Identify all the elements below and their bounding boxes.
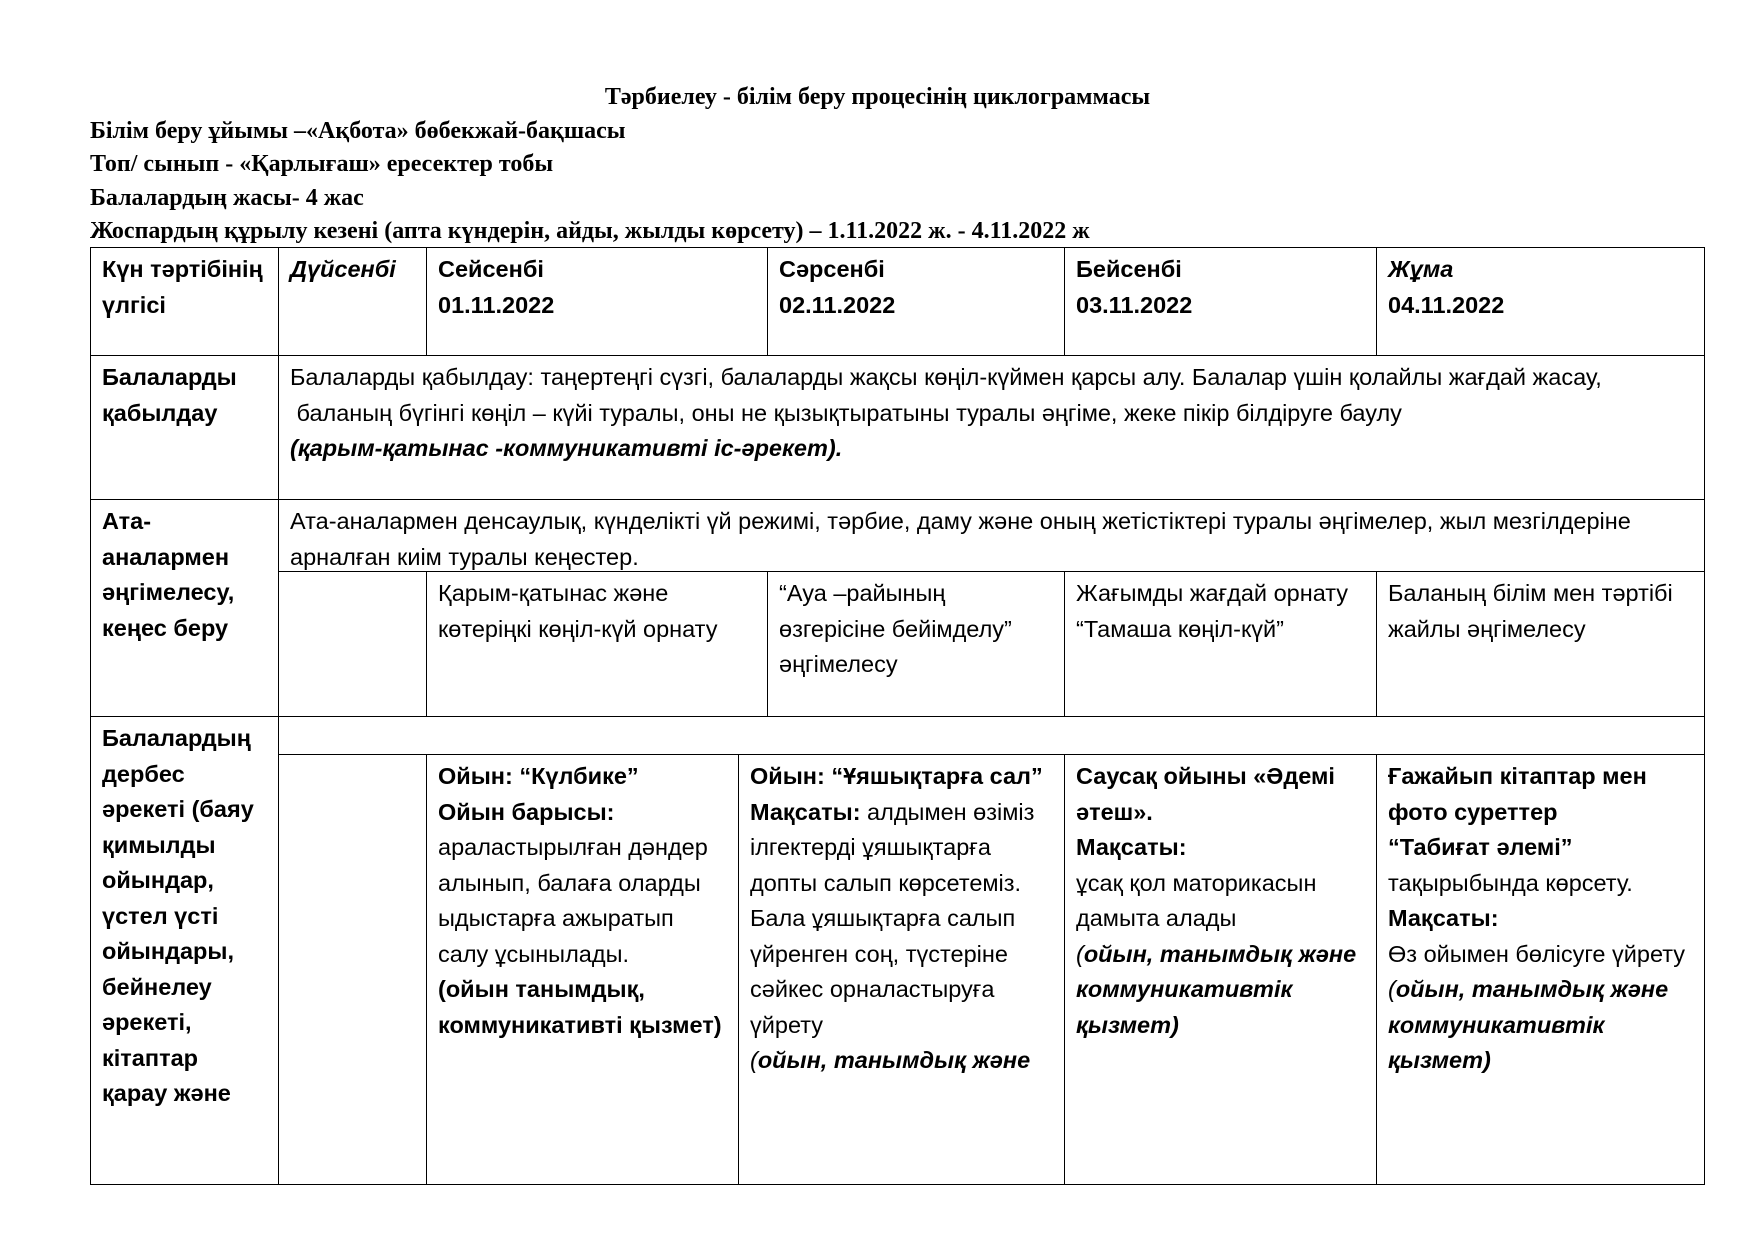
activities-label-cell	[90, 716, 279, 1185]
header-cell-monday	[278, 247, 427, 356]
parents-thursday-quote: “Тамаша көңіл-күй”	[1076, 615, 1284, 642]
thursday-goal-label: Мақсаты:	[1076, 834, 1187, 860]
parents-label: Ата-аналармен әңгімелесу, кеңес беру	[102, 508, 235, 641]
tuesday-progress-label: Ойын барысы:	[438, 798, 615, 825]
thursday-game-title: Саусақ ойыны «Әдемі әтеш».	[1076, 763, 1335, 825]
parents-tuesday-text: Қарым-қатынас және көтеріңкі көңіл-күй орнату	[438, 580, 718, 642]
thursday-date: 03.11.2022	[1076, 291, 1193, 318]
wednesday-label: Сәрсенбі	[779, 256, 885, 282]
friday-date: 04.11.2022	[1388, 291, 1505, 318]
parents-common-cell	[278, 499, 1705, 572]
tuesday-game-description: араластырылған дәндер алынып, балаға оларды ыдыстарға ажыратып салу ұсынылады.	[438, 834, 708, 967]
group-line: Топ/ сынып - «Қарлығаш» ересектер тобы	[90, 151, 554, 177]
activities-monday-cell	[278, 754, 427, 1185]
parents-friday-cell	[1376, 571, 1705, 717]
tuesday-label: Сейсенбі	[438, 256, 544, 282]
friday-activity-paren: (	[1388, 976, 1396, 1002]
parents-common-text: Ата-аналармен денсаулық, күнделікті үй режимі, тәрбие, даму және оның жетістіктері туралы әңгімелер, жыл мезгілдеріне арналған киім туралы кеңестер.	[290, 508, 1631, 570]
header-cell-thursday	[1064, 247, 1377, 356]
wednesday-activity-type: ойын, танымдық және	[757, 1047, 1031, 1073]
plan-period-line: Жоспардың құрылу кезені (апта күндерін, айды, жылды көрсету) – 1.11.2022 ж. - 4.11.2022 ж	[90, 218, 1090, 244]
monday-label: Дүйсенбі	[290, 256, 396, 282]
friday-activity-type: ойын, танымдық және коммуникативтік қызмет)	[1388, 976, 1669, 1073]
parents-tuesday-cell	[426, 571, 768, 717]
thursday-activity-paren: (	[1076, 940, 1084, 967]
wednesday-goal-label: Мақсаты:	[750, 798, 861, 825]
reception-label: Балаларды қабылдау	[102, 364, 237, 426]
parents-monday-cell	[278, 571, 427, 717]
parents-label-cell	[90, 499, 279, 717]
friday-label: Жұма	[1388, 256, 1454, 282]
friday-topic: “Табиғат әлемі”	[1388, 834, 1573, 860]
friday-goal-text: Өз ойымен бөлісуге үйрету	[1388, 940, 1686, 967]
activities-label: Балалардың дербес әрекеті (баяу қимылды ойындар, үстел үсті ойындары, бейнелеу әрекеті, кітаптар қарау және	[102, 725, 254, 1106]
reception-text-line2: баланың бүгінгі көңіл – күйі туралы, оны не қызықтыратыны туралы әңгіме, жеке пікір білдіруге баулу	[290, 399, 1402, 426]
activities-friday-cell	[1376, 754, 1705, 1185]
reception-label-cell	[90, 355, 279, 500]
regime-header-label: Күн тәртібінің үлгісі	[102, 256, 263, 318]
thursday-goal-text: ұсақ қол маторикасын дамыта алады	[1076, 869, 1317, 931]
activities-tuesday-cell	[426, 754, 739, 1185]
parents-friday-text: Баланың білім мен тәртібі жайлы әңгімелесу	[1388, 580, 1673, 642]
document-title: Тәрбиелеу - білім беру процесінің циклограммасы	[604, 84, 1151, 110]
reception-text-line1: Балаларды қабылдау: таңертеңгі сүзгі, балаларды жақсы көңіл-күймен қарсы алу. Балалар үшін қолайлы жағдай жасау,	[290, 364, 1602, 390]
organization-line: Білім беру ұйымы –«Ақбота» бөбекжай-бақшасы	[90, 118, 626, 144]
activities-thursday-cell	[1064, 754, 1377, 1185]
reception-activity-type: (қарым-қатынас -коммуникативті іс-әрекет).	[290, 435, 843, 461]
header-cell-wednesday	[767, 247, 1065, 356]
tuesday-game-title: Ойын: “Күлбике”	[438, 763, 639, 789]
activities-common-cell	[278, 716, 1705, 755]
header-cell-friday	[1376, 247, 1705, 356]
parents-wednesday-text: “Ауа –райының өзгерісіне бейімделу” әңгімелесу	[779, 580, 1012, 677]
wednesday-game-title: Ойын: “Ұяшықтарға сал”	[750, 763, 1043, 789]
age-line: Балалардың жасы- 4 жас	[90, 185, 364, 211]
friday-goal-label: Мақсаты:	[1388, 905, 1499, 931]
wednesday-date: 02.11.2022	[779, 291, 896, 318]
tuesday-activity-type: (ойын танымдық, коммуникативті қызмет)	[438, 976, 722, 1038]
header-cell-tuesday	[426, 247, 768, 356]
friday-activity-title: Ғажайып кітаптар мен фото суреттер	[1388, 763, 1647, 825]
thursday-label: Бейсенбі	[1076, 256, 1182, 282]
parents-thursday-cell	[1064, 571, 1377, 717]
activities-wednesday-cell	[738, 754, 1065, 1185]
wednesday-goal-text: алдымен өзіміз ілгектерді ұяшықтарға допты салып көрсетеміз. Бала ұяшықтарға салып үйренген соң, түстеріне сәйкес орналастыруға үйрету	[750, 798, 1041, 1038]
header-cell-regime	[90, 247, 279, 356]
tuesday-date: 01.11.2022	[438, 291, 555, 318]
schedule-table	[90, 247, 1705, 1185]
wednesday-activity-paren: (	[750, 1047, 758, 1073]
thursday-activity-type: ойын, танымдық және коммуникативтік қызмет)	[1076, 940, 1357, 1038]
reception-content-cell	[278, 355, 1705, 500]
friday-topic-text: тақырыбында көрсету.	[1388, 869, 1633, 896]
parents-thursday-text: Жағымды жағдай орнату	[1076, 580, 1349, 606]
parents-wednesday-cell	[767, 571, 1065, 717]
